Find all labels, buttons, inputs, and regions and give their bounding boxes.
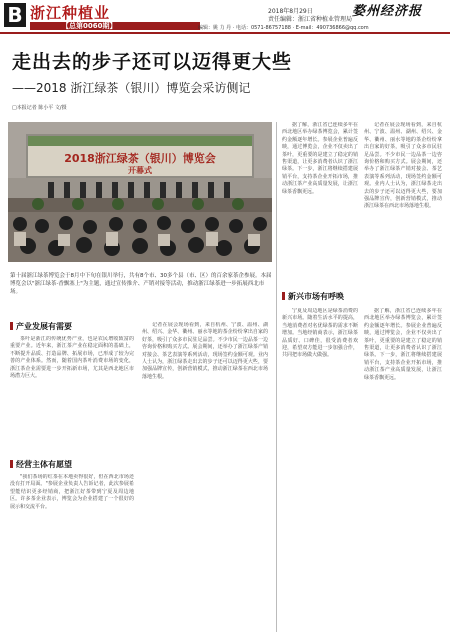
photo-banner-text: 2018浙江绿茶（银川）博览会 [64, 152, 216, 165]
masthead [0, 0, 450, 32]
section-3-body-b [364, 308, 442, 632]
section-3-body-a [282, 308, 358, 632]
section-2 [10, 460, 130, 470]
news-photo [8, 122, 272, 262]
right-column-a [282, 122, 358, 282]
middle-column [142, 322, 268, 632]
photo-banner-subtext: 开幕式 [128, 166, 152, 175]
section-letter: B [4, 3, 26, 27]
section-3 [282, 292, 432, 302]
paragraph: 茶叶是浙江的传统优势产业，也是农民增收致富的重要产业。近年来，浙江茶产业在稳定面积的基础上，不断提升品质、打造品牌、拓展市场，已形成了较为完善的产业体系。然而，随着国内茶叶消费市场的变化，浙江茶企业需要进一步开拓新市场，尤其是西北地区市场潜力巨大。 [10, 336, 134, 380]
editor-line: 责任编辑：浙江省种植业管理局 [268, 16, 353, 23]
paragraph: 记者在展会现场看到，来自杭州、宁波、温州、湖州、绍兴、金华、衢州、丽水等地的茶企纷纷拿出自家的好茶，吸引了众多市民驻足品尝。不少市民一边品茶一边咨询价格和购买方式。展会期间，还举办了浙江绿茶产销对接会、茶艺表演等系列活动，现场签约金额可观。业内人士认为，浙江绿茶走出去的步子还可以迈得更大些，要加强品牌宣传，创新营销模式，推动浙江绿茶在西北市场落地生根。 [142, 322, 268, 380]
right-column-b [364, 122, 442, 282]
section-2-body [10, 474, 134, 634]
section-heading: 产业发展有需要 [10, 322, 130, 332]
paragraph: "我们茶场的红茶在本地卖得很好，但在西北市场还没有打开局面。"参展企业负责人告诉记者，此次参展希望能结识更多经销商，把浙江好茶带到宁夏及周边地区。许多茶企业表示，博览会为企业搭建了一个很好的展示和交流平台。 [10, 474, 134, 510]
issue-number: 【总第0060期】 [62, 22, 117, 30]
paragraph: 据了解，浙江省已连续多年在西北地区举办绿茶博览会，累计签约金额逐年增长。参展企业普遍反映，通过博览会，企业不仅卖出了茶叶，更重要的是建立了稳定的销售渠道，让更多消费者认识了浙江绿茶。下一步，浙江将继续搭建展销平台，支持茶企业开拓市场，推动浙江茶产业高质量发展，让浙江绿茶香飘更远。 [282, 122, 358, 195]
paragraph: 宁夏及周边地区是绿茶消费的新兴市场。随着生活水平的提高，当地消费者对名优绿茶的需求不断增加。当地经销商表示，浙江绿茶品质好、口碑佳，很受消费者欢迎，希望双方能进一步加强合作，共同把市场做大做强。 [282, 308, 358, 359]
opening-ceremony-image [8, 122, 272, 262]
paragraph: 据了解，浙江省已连续多年在西北地区举办绿茶博览会，累计签约金额逐年增长。参展企业普遍反映，通过博览会，企业不仅卖出了茶叶，更重要的是建立了稳定的销售渠道，让更多消费者认识了浙江绿茶。下一步，浙江将继续搭建展销平台，支持茶企业开拓市场，推动浙江茶产业高质量发展，让浙江绿茶香飘更远。 [364, 308, 442, 381]
lead-paragraph: 第十届浙江绿茶博览会于8月中下旬在银川举行，共有8个市、30多个县（市、区）的百余家茶企参展。本届博览会以"浙江绿茶·香飘塞上"为主题，通过宣传推介、产销对接等活动，推动浙江绿茶进一步拓展西北市场。 [10, 273, 272, 295]
section-heading: 新兴市场有呼唤 [282, 292, 432, 302]
masthead-rule [0, 32, 450, 34]
column-divider [276, 122, 277, 632]
date-line: 2018年8月29日 [268, 8, 313, 15]
section-heading: 经营主体有愿望 [10, 460, 130, 470]
contact-line: 编辑：姚 力 丹 · 电话：0571-86757188 · E-mail：490736866@qq.com [198, 25, 369, 31]
article-headline: 走出去的步子还可以迈得更大些 [12, 51, 293, 73]
page-title: 浙江种植业 [30, 4, 111, 22]
paragraph: 记者在展会现场看到，来自杭州、宁波、温州、湖州、绍兴、金华、衢州、丽水等地的茶企纷纷拿出自家的好茶，吸引了众多市民驻足品尝。不少市民一边品茶一边咨询价格和购买方式。展会期间，还举办了浙江绿茶产销对接会、茶艺表演等系列活动，现场签约金额可观。业内人士认为，浙江绿茶走出去的步子还可以迈得更大些，要加强品牌宣传，创新营销模式，推动浙江绿茶在西北市场落地生根。 [364, 122, 442, 210]
article-subhead: ——2018 浙江绿茶（银川）博览会采访侧记 [12, 81, 251, 95]
section-1-body [10, 336, 134, 456]
newspaper-logo: 婺州经济报 [352, 4, 423, 19]
byline: □本报记者 陈小平 文/摄 [12, 105, 67, 111]
section-1 [10, 322, 130, 332]
